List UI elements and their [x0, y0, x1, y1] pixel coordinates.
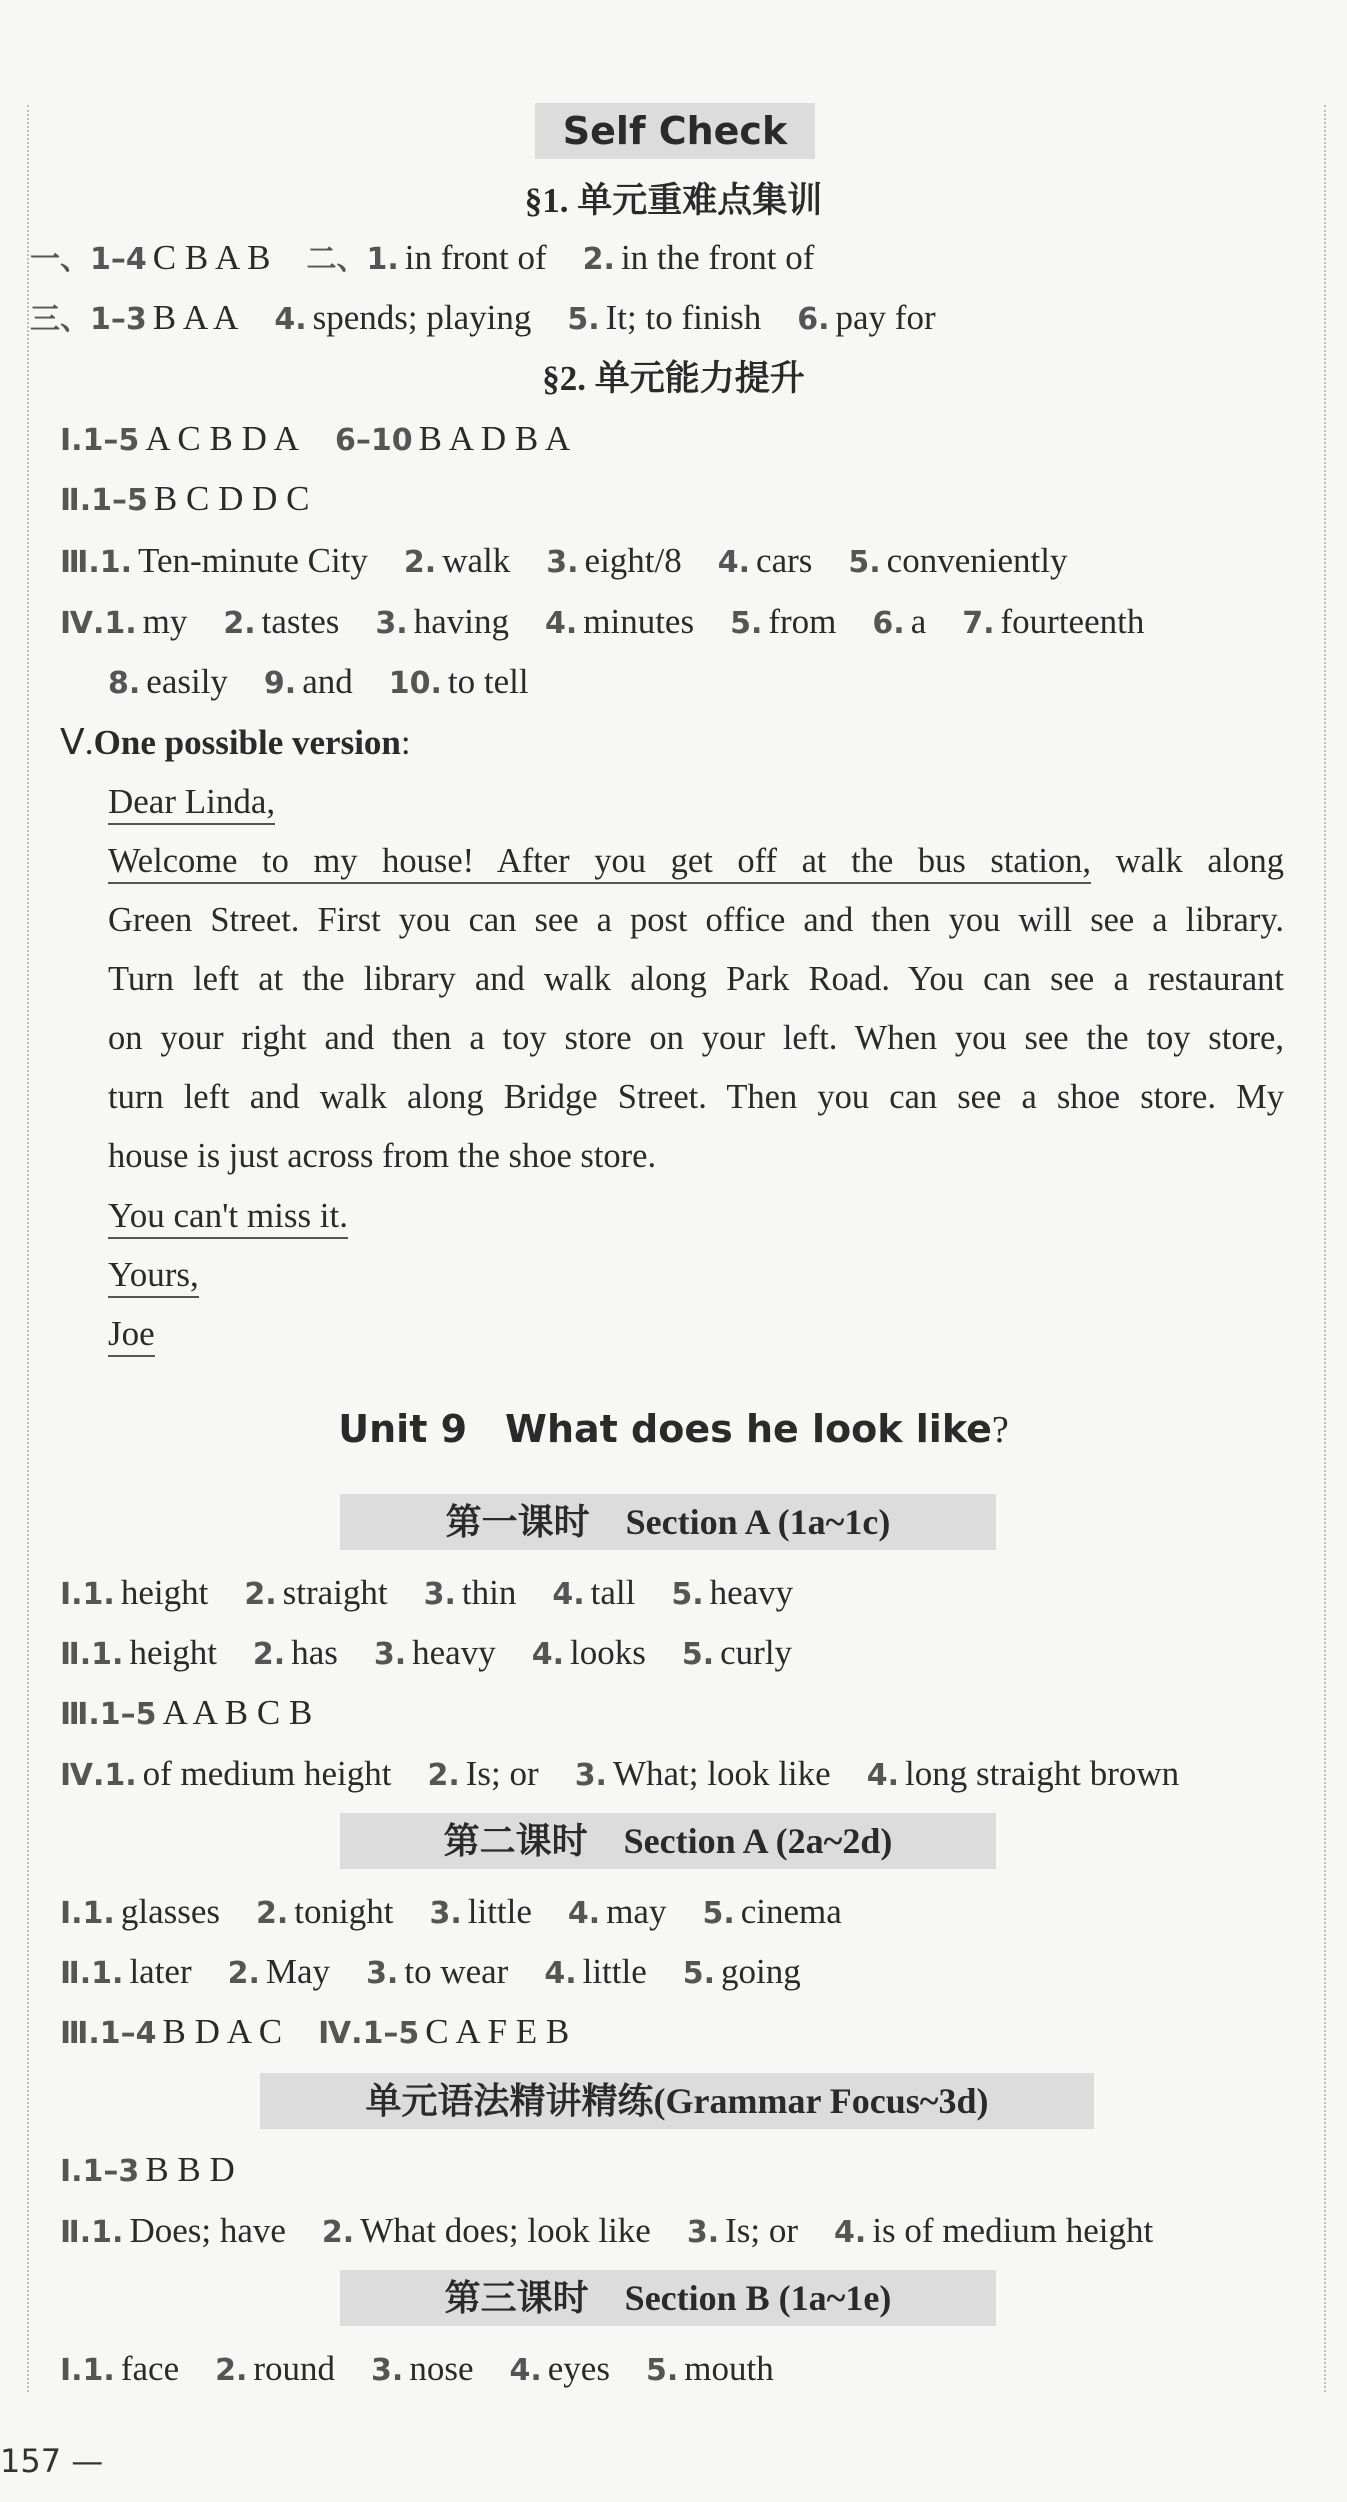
answer-number: 3. [686, 2215, 720, 2250]
answer-number: 6. [872, 606, 905, 641]
answer-item [335, 419, 570, 458]
lesson2-header: 第二课时 Section A (2a~2d) [340, 1813, 996, 1869]
section2-title: §2. 单元能力提升 [542, 359, 805, 398]
section1-title: §1. 单元重难点集训 [524, 181, 823, 220]
answer-number: 4. [531, 1637, 564, 1672]
answer-item [108, 662, 228, 701]
answer-item [306, 238, 546, 277]
answer-item [60, 2150, 235, 2189]
answer-text: easily [146, 662, 228, 701]
sec2-line [60, 475, 346, 525]
left-dotted-rule [27, 105, 29, 2392]
answer-text: May [265, 1952, 331, 1991]
answer-text: straight [282, 1573, 388, 1612]
answer-number: 2. [227, 1956, 260, 1991]
lesson2-line [60, 1888, 878, 1938]
answer-number: 3. [546, 545, 579, 580]
answer-item [60, 1892, 220, 1931]
unit-title: Unit 9 What does he look like? [338, 1407, 1009, 1451]
answer-text: cinema [740, 1892, 842, 1931]
answer-text: tastes [261, 602, 340, 641]
answer-number: 3. [371, 2353, 404, 2388]
answer-text: mouth [684, 2349, 774, 2388]
answer-number: Ⅳ.1. [60, 606, 137, 641]
answer-text: later [129, 1952, 192, 1991]
answer-number: 6–10 [334, 423, 413, 458]
answer-item [318, 2012, 569, 2051]
answer-text: pay for [835, 298, 936, 337]
answer-text: Is; or [465, 1754, 539, 1793]
answer-item [223, 602, 339, 641]
grammar-line [60, 2146, 271, 2196]
answer-item [366, 1952, 508, 1991]
answer-number: Ⅲ.1–4 [60, 2016, 157, 2051]
answer-item [429, 1892, 531, 1931]
answer-item [322, 2211, 651, 2250]
answer-number: 4. [567, 1896, 601, 1931]
answer-item [60, 1754, 392, 1793]
answer-text: B B D [145, 2150, 235, 2189]
answer-text: in front of [404, 238, 547, 277]
answer-item [646, 2349, 774, 2388]
answer-number: 3. [375, 606, 408, 641]
letter-line: house is just across from the shoe store. [108, 1137, 657, 1175]
answer-item [428, 1754, 539, 1793]
answer-item [552, 1573, 635, 1612]
answer-text: What does; look like [360, 2211, 651, 2250]
answer-number: Ⅱ.1–5 [60, 483, 148, 518]
answer-text: A A B C B [162, 1693, 313, 1732]
answer-number: Ⅲ.1. [60, 545, 133, 580]
answer-number: Ⅰ.1. [60, 1896, 115, 1931]
answer-number: 5. [848, 545, 881, 580]
answer-item [702, 1892, 841, 1931]
lesson3-line [60, 2345, 810, 2395]
answer-number: 2. [427, 1758, 460, 1793]
answer-text: face [120, 2349, 180, 2388]
answer-number: Ⅰ.1–3 [60, 2154, 140, 2189]
sec1-line [30, 234, 850, 284]
sec2-line [60, 415, 606, 465]
answer-text: Is; or [725, 2211, 799, 2250]
answer-number: 2. [321, 2215, 355, 2250]
answer-text: B A D B A [418, 419, 571, 458]
answer-item [532, 1633, 646, 1672]
answer-text: walk [442, 541, 511, 580]
answer-number: Ⅰ.1. [60, 2353, 115, 2388]
answer-item [244, 1573, 387, 1612]
answer-item [718, 541, 813, 580]
answer-number: 4. [544, 1956, 577, 1991]
answer-text: to tell [447, 662, 529, 701]
answer-number: Ⅱ.1. [60, 2215, 124, 2250]
answer-item [583, 238, 815, 277]
answer-text: a [910, 602, 927, 641]
answer-number: 4. [544, 606, 578, 641]
answer-text: B D A C [162, 2012, 283, 2051]
sec2-line [60, 598, 1180, 648]
answer-item [60, 1952, 192, 1991]
answer-number: 5. [645, 2353, 679, 2388]
answer-text: looks [570, 1633, 646, 1672]
lesson1-line [60, 1750, 1215, 1800]
lesson1-line [60, 1629, 828, 1679]
answer-number: 3. [423, 1577, 456, 1612]
answer-number: 2. [244, 1577, 277, 1612]
answer-text: Does; have [129, 2211, 286, 2250]
answer-item [274, 298, 531, 337]
right-dotted-rule [1324, 105, 1326, 2392]
answer-text: of medium height [142, 1754, 392, 1793]
answer-item [60, 479, 310, 518]
answer-number: Ⅳ.1–5 [318, 2016, 420, 2051]
grammar-line [60, 2207, 1189, 2257]
answer-item [30, 238, 270, 277]
answer-number: Ⅰ.1–5 [60, 423, 140, 458]
letter-name: Joe [108, 1310, 155, 1358]
answer-number: Ⅱ.1. [60, 1637, 124, 1672]
answer-text: and [302, 662, 353, 701]
answer-number: 3. [373, 1637, 407, 1672]
answer-number: Ⅲ.1–5 [60, 1697, 157, 1732]
answer-item [60, 2211, 286, 2250]
answer-text: is of medium height [872, 2211, 1154, 2250]
lesson1-header: 第一课时 Section A (1a~1c) [340, 1494, 996, 1550]
answer-text: having [413, 602, 509, 641]
answer-item [509, 2349, 609, 2388]
answer-item [389, 662, 529, 701]
answer-text: Ten-minute City [138, 541, 368, 580]
answer-number: 6. [797, 302, 830, 337]
answer-text: my [142, 602, 188, 641]
sec2-line [60, 537, 1103, 587]
answer-number: 5. [681, 1637, 715, 1672]
letter-line: Turn left at the library and walk along Park Road. You can see a restaurant [108, 960, 1284, 998]
answer-item [567, 298, 761, 337]
answer-text: eyes [547, 2349, 610, 2388]
answer-item [30, 298, 238, 337]
answer-item [228, 1952, 330, 1991]
lesson2-line [60, 1948, 837, 1998]
answer-number: 4. [509, 2353, 542, 2388]
answer-text: B A A [152, 298, 239, 337]
answer-item [730, 602, 836, 641]
answer-item [60, 419, 299, 458]
answer-text: tall [590, 1573, 636, 1612]
answer-number: 5. [682, 1956, 716, 1991]
answer-item [683, 1952, 801, 1991]
grammar-header: 单元语法精讲精练(Grammar Focus~3d) [260, 2073, 1094, 2129]
answer-number: 2. [256, 1896, 289, 1931]
answer-number: 3. [366, 1956, 399, 1991]
answer-number: 5. [730, 606, 763, 641]
answer-text: curly [720, 1633, 793, 1672]
answer-text: heavy [709, 1573, 794, 1612]
answer-item [575, 1754, 831, 1793]
answer-number: Ⅱ.1. [60, 1956, 124, 1991]
answer-item [568, 1892, 667, 1931]
answer-text: fourteenth [1000, 602, 1145, 641]
answer-item [60, 2012, 282, 2051]
answer-number: 4. [552, 1577, 585, 1612]
answer-text: eight/8 [584, 541, 682, 580]
answer-text: little [467, 1892, 532, 1931]
answer-text: What; look like [612, 1754, 831, 1793]
answer-text: It; to finish [605, 298, 762, 337]
answer-text: spends; playing [312, 298, 532, 337]
answer-item [834, 2211, 1153, 2250]
answer-number: 3. [429, 1896, 462, 1931]
answer-text: height [129, 1633, 217, 1672]
answer-item [962, 602, 1144, 641]
answer-item [404, 541, 510, 580]
answer-item [682, 1633, 792, 1672]
answer-number: 9. [263, 666, 297, 701]
answer-item [687, 2211, 798, 2250]
answer-number: 3. [574, 1758, 607, 1793]
answer-number: 2. [403, 545, 437, 580]
answer-item [60, 602, 187, 641]
answer-text: has [291, 1633, 338, 1672]
answer-text: tonight [294, 1892, 394, 1931]
answer-number: 5. [671, 1577, 704, 1612]
answer-item [215, 2349, 335, 2388]
sec1-line [30, 294, 972, 344]
answer-item [867, 1754, 1179, 1793]
answer-text: thin [461, 1573, 517, 1612]
answer-item [60, 541, 368, 580]
answer-number: 三、1–3 [30, 302, 147, 337]
lesson3-header: 第三课时 Section B (1a~1e) [340, 2270, 996, 2326]
answer-number: 2. [582, 242, 615, 277]
answer-number: 5. [567, 302, 600, 337]
answer-text: going [721, 1952, 801, 1991]
answer-number: Ⅳ.1. [60, 1758, 137, 1793]
answer-item [872, 602, 926, 641]
lesson1-line [60, 1689, 348, 1739]
answer-number: 一、1–4 [30, 242, 147, 277]
answer-text: little [582, 1952, 647, 1991]
answer-item [371, 2349, 473, 2388]
letter-greeting: Dear Linda, [108, 778, 275, 826]
answer-text: round [253, 2349, 336, 2388]
answer-number: 5. [702, 1896, 735, 1931]
answer-number: 8. [108, 666, 141, 701]
answer-text: in the front of [620, 238, 815, 277]
answer-number: 4. [717, 545, 751, 580]
lesson1-line [60, 1569, 829, 1619]
answer-number: 4. [866, 1758, 899, 1793]
letter-signoff: Yours, [108, 1251, 199, 1299]
answer-number: 10. [388, 666, 442, 701]
lesson2-line [60, 2008, 605, 2058]
answer-item [60, 1573, 208, 1612]
page-number: 157 — [0, 2442, 104, 2480]
answer-text: glasses [120, 1892, 220, 1931]
answer-text: to wear [404, 1952, 509, 1991]
self-check-title: Self Check [535, 103, 815, 159]
answer-item [374, 1633, 496, 1672]
answer-text: heavy [412, 1633, 496, 1672]
letter-closing: You can't miss it. [108, 1192, 348, 1240]
answer-text: height [120, 1573, 209, 1612]
answer-text: nose [409, 2349, 474, 2388]
answer-item [544, 1952, 646, 1991]
answer-text: C B A B [152, 238, 271, 277]
answer-text: C A F E B [425, 2012, 570, 2051]
answer-text: B C D D C [153, 479, 310, 518]
answer-item [797, 298, 935, 337]
answer-item [545, 602, 694, 641]
answer-text: long straight brown [904, 1754, 1180, 1793]
answer-text: cars [756, 541, 813, 580]
letter-line: Welcome to my house! After you get off at the bus station, walk along [108, 832, 1284, 891]
answer-number: Ⅰ.1. [60, 1577, 115, 1612]
answer-number: 二、1. [306, 242, 399, 277]
answer-number: 2. [252, 1637, 286, 1672]
answer-item [256, 1892, 393, 1931]
answer-item [264, 662, 353, 701]
answer-number: 2. [223, 606, 256, 641]
answer-number: 2. [215, 2353, 248, 2388]
answer-number: 4. [834, 2215, 867, 2250]
answer-text: minutes [583, 602, 695, 641]
answer-item [424, 1573, 517, 1612]
answer-item [60, 2349, 179, 2388]
answer-item [671, 1573, 793, 1612]
answer-text: A C B D A [145, 419, 299, 458]
answer-text: from [768, 602, 837, 641]
answer-item [848, 541, 1067, 580]
answer-text: conveniently [886, 541, 1068, 580]
letter-line: turn left and walk along Bridge Street. Then you can see a shoe store. My [108, 1078, 1284, 1116]
answer-text: may [606, 1892, 667, 1931]
writing-heading: Ⅴ.One possible version: [60, 722, 411, 762]
answer-item [375, 602, 509, 641]
answer-number: 7. [962, 606, 995, 641]
answer-item [546, 541, 682, 580]
letter-line: on your right and then a toy store on your left. When you see the toy store, [108, 1019, 1284, 1057]
answer-number: 4. [274, 302, 307, 337]
answer-item [253, 1633, 338, 1672]
sec2-line [108, 658, 565, 708]
answer-item [60, 1693, 312, 1732]
answer-item [60, 1633, 217, 1672]
letter-line: Green Street. First you can see a post office and then you will see a library. [108, 901, 1284, 939]
